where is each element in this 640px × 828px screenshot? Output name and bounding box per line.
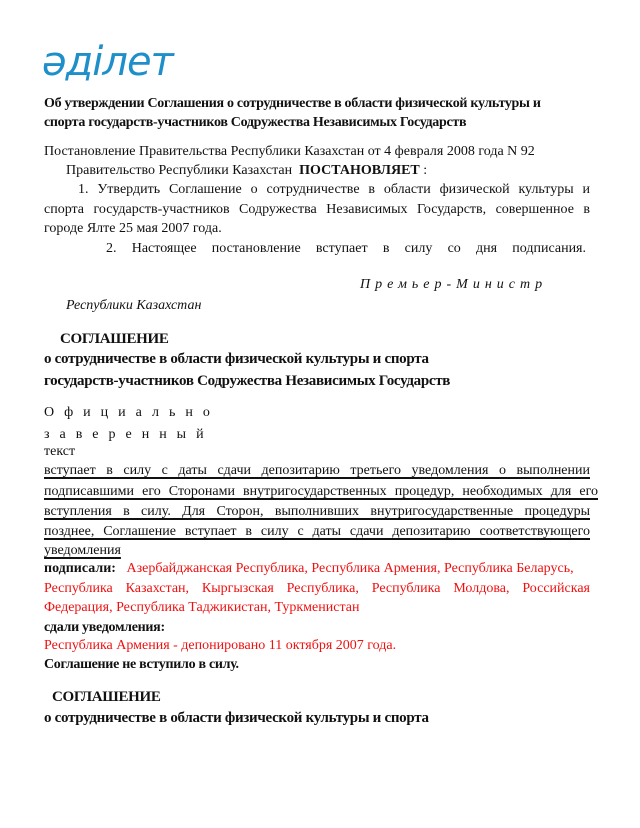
decree-header: Постановление Правительства Республики Казахстан от 4 февраля 2008 года N 92 <box>44 144 535 159</box>
signed-parties-line: Федерация, Республика Таджикистан, Туркменистан <box>44 600 360 615</box>
entry-into-force-line[interactable]: уведомления <box>44 543 121 558</box>
entry-into-force-line[interactable]: подписавшими его Сторонами внутригосударственных процедур, необходимых для его <box>44 484 598 499</box>
document-title-line: Об утверждении Соглашения о сотрудничестве в области физической культуры и <box>44 96 541 111</box>
signature-title: Премьер-Министр <box>360 277 548 292</box>
entry-into-force-line[interactable]: вступления в силу. Для Сторон, выполнивших внутригосударственные процедуры <box>44 504 590 519</box>
agreement2-heading: СОГЛАШЕНИЕ <box>52 689 161 705</box>
signed-label: подписали: <box>44 561 116 576</box>
decree-intro-text: Правительство Республики Казахстан <box>66 163 293 178</box>
entry-into-force-line[interactable]: вступает в силу с даты сдачи депозитарию третьего уведомления о выполнении <box>44 463 590 478</box>
agreement2-subtitle: о сотрудничестве в области физической культуры и спорта <box>44 710 429 726</box>
official-text-label: Официально <box>44 405 220 420</box>
agreement-heading: СОГЛАШЕНИЕ <box>60 331 169 347</box>
decree-intro <box>66 162 427 180</box>
agreement-status: Соглашение не вступило в силу. <box>44 657 239 672</box>
notified-party: Республика Армения - депонировано 11 октября 2007 года. <box>44 638 397 653</box>
decree-intro-bold: ПОСТАНОВЛЯЕТ <box>299 163 420 178</box>
decree-item2: 2. Настоящее постановление вступает в силу со дня подписания. <box>106 241 586 256</box>
decree-item1-line: 1. Утвердить Соглашение о сотрудничестве в области физической культуры и <box>78 182 590 197</box>
entry-into-force-line[interactable]: позднее, Соглашение вступает в силу с даты сдачи депозитарию соответствующего <box>44 524 590 539</box>
document-title-line: спорта государств-участников Содружества Независимых Государств <box>44 115 467 130</box>
signed-row <box>44 560 596 578</box>
decree-intro-colon: : <box>419 163 428 178</box>
decree-item1-line: спорта государств-участников Содружества Независимых Государств, совершенное в <box>44 202 590 217</box>
adilet-logo[interactable]: әділет <box>42 39 173 85</box>
official-text-label: заверенный <box>44 427 214 442</box>
agreement-subtitle-line: о сотрудничестве в области физической культуры и спорта <box>44 351 429 367</box>
decree-item1-line: городе Ялте 25 мая 2007 года. <box>44 221 222 236</box>
signature-country: Республики Казахстан <box>66 298 202 313</box>
signed-parties-line: Республика Казахстан, Кыргызская Республика, Республика Молдова, Российская <box>44 581 590 596</box>
notified-label: сдали уведомления: <box>44 620 165 635</box>
official-text-label: текст <box>44 444 76 459</box>
agreement-subtitle-line: государств-участников Содружества Независимых Государств <box>44 373 451 389</box>
signed-parties-line: Азербайджанская Республика, Республика Армения, Республика Беларусь, <box>126 561 574 576</box>
